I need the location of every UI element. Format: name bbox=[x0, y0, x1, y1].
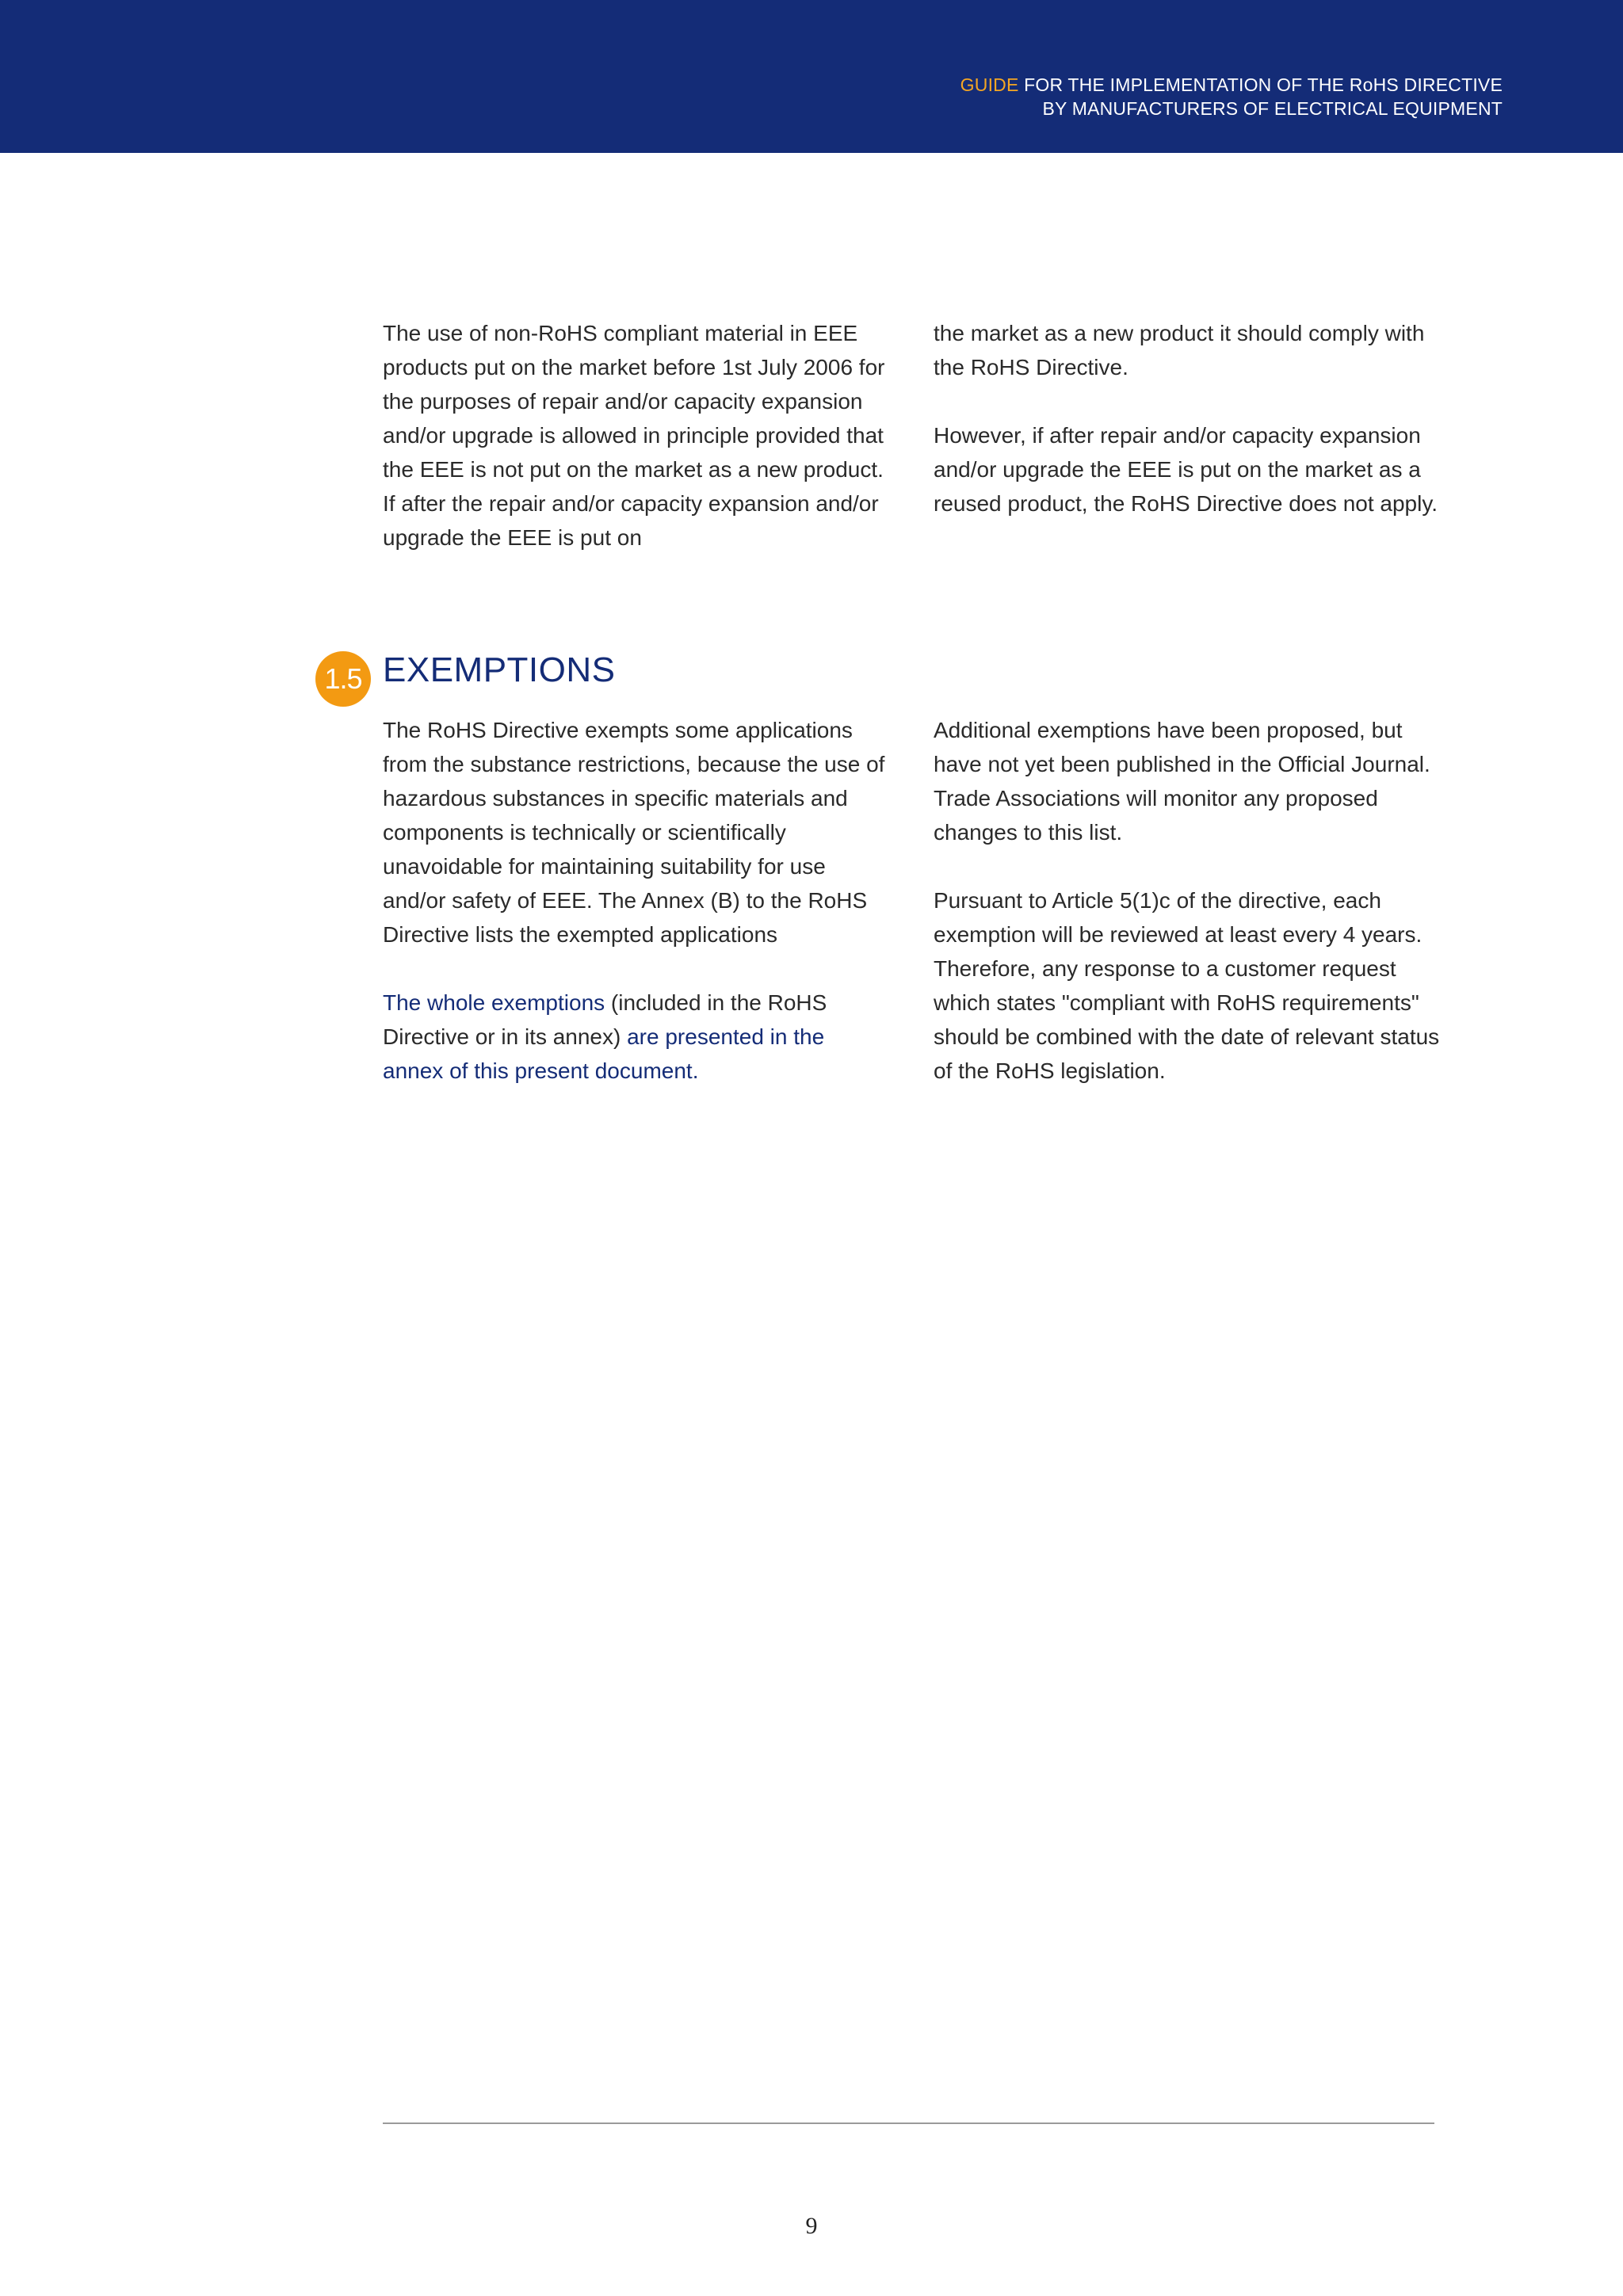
exemptions-right-column bbox=[934, 713, 1441, 1088]
exemptions-left-paragraph-2 bbox=[383, 986, 890, 1088]
section-title: EXEMPTIONS bbox=[383, 650, 616, 689]
intro-left-column bbox=[383, 316, 890, 555]
whole-exemptions-link[interactable]: The whole exemptions bbox=[383, 990, 605, 1015]
exemptions-right-paragraph-2: Pursuant to Article 5(1)c of the directive, each exemption will be reviewed at least every 4 years. Therefore, any response to a customer request which states "compliant with RoHS requirements" should be combined with the date of relevant status of the RoHS legislation. bbox=[934, 888, 1440, 1083]
intro-right-paragraph-1: the market as a new product it should comply with the RoHS Directive. bbox=[934, 321, 1425, 379]
header-title-line-1 bbox=[960, 73, 1503, 97]
intro-right-paragraph-2: However, if after repair and/or capacity expansion and/or upgrade the EEE is put on the market as a reused product, the RoHS Directive does not apply. bbox=[934, 423, 1438, 516]
document-header-title bbox=[960, 73, 1503, 120]
exemptions-left-paragraph-1: The RoHS Directive exempts some applications from the substance restrictions, because the use of hazardous substances in specific materials and components is technically or scientifically unavoidable for maintaining suitability for use and/or safety of EEE. The Annex (B) to the RoHS Directive lists the exempted applications bbox=[383, 718, 885, 947]
section-number-badge: 1.5 bbox=[315, 651, 371, 707]
intro-right-column bbox=[934, 316, 1441, 521]
exemptions-left-column bbox=[383, 713, 890, 1088]
annex-reference-link[interactable]: are presented in the annex of this present document. bbox=[383, 1024, 825, 1083]
header-guide-word: GUIDE bbox=[960, 74, 1019, 95]
header-title-line-2: BY MANUFACTURERS OF ELECTRICAL EQUIPMENT bbox=[1042, 98, 1503, 119]
footer-divider bbox=[383, 2122, 1434, 2124]
exemptions-left-paragraph-2-text: (included in the RoHS Directive or in its annex) bbox=[383, 990, 827, 1049]
header-band bbox=[0, 0, 1623, 153]
page-number: 9 bbox=[805, 2213, 818, 2239]
header-title-line-1-rest: FOR THE IMPLEMENTATION OF THE RoHS DIRECTIVE bbox=[1018, 74, 1503, 95]
exemptions-right-paragraph-1: Additional exemptions have been proposed, but have not yet been published in the Official Journal. Trade Associations will monitor any proposed changes to this list. bbox=[934, 718, 1430, 845]
intro-left-paragraph: The use of non-RoHS compliant material in EEE products put on the market before 1st July 2006 for the purposes of repair and/or capacity expansion and/or upgrade is allowed in principle provided that the EEE is not put on the market as a new product. If after the repair and/or capacity expansion and/or upgrade the EEE is put on bbox=[383, 321, 885, 550]
